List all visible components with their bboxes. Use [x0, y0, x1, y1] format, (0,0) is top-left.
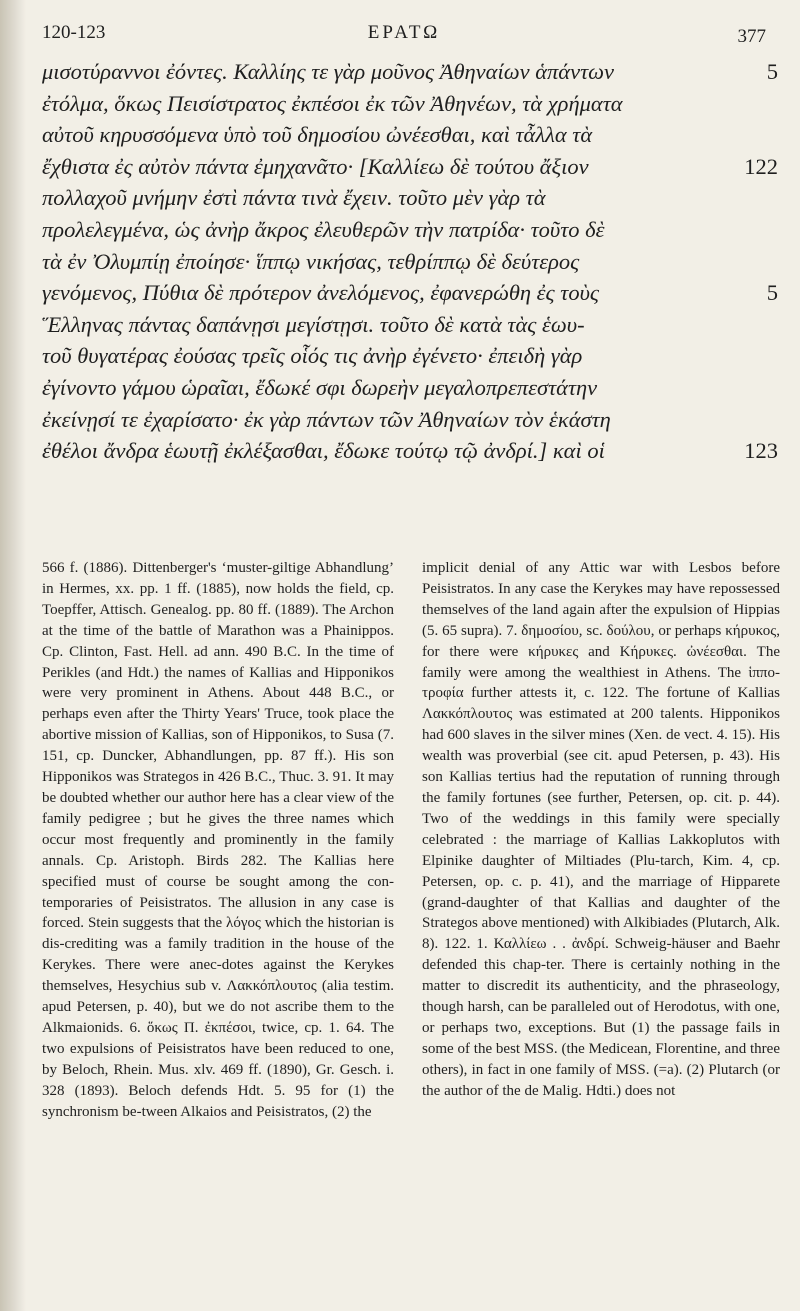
greek-line: ἐγίνοντο γάμου ὡραῖαι, ἔδωκέ σφι δωρεὴν μεγαλοπρεπεστάτην — [42, 374, 598, 400]
notes-right-text: implicit denial of any Attic war with Lesbos before Peisistratos. In any case the Kerykes may have repossessed themselves of the land again after the expulsion of Hippias (5. 65 supra). 7. δημοσίου, sc. δούλου, or perhaps κήρυκος, for there were κήρυκες and Κήρυκες. ὠνέεσθαι. The family were among the wealthiest in Athens. The ἱππο-τροφία further attests it, c. 122. The fortune of Kallias Λακκόπλουτος was estimated at 200 talents. Hipponikos had 600 slaves in the silver mines (Xen. de vect. 4. 15). His wealth was proverbial (see cit. apud Petersen, p. 43). His son Kallias tertius had the reputation of running through the family fortunes (see further, Petersen, op. cit. p. 44). Two of the weddings in this family were specially celebrated : the marriage of Kallias Lakkoplutos with Elpinike daughter of Miltiades (Plu-tarch, Kim. 4, cp. Petersen, op. c. p. 41), and the marriage of Hipparete (grand-daughter of that Kallias and daughter of the Strategos above mentioned) with Alkibiades (Plutarch, Alk. 8). 122. 1. Καλλίεω . . ἀνδρί. Schweig-häuser and Baehr defended this chap-ter. There is certainly nothing in the matter to discredit its authenticity, and the phraseology, though harsh, can be paralleled out of Herodotus, with one, or perhaps two, exceptions. But (1) the passage fails in some of the best MSS. (the Medicean, Florentine, and three others), in fact in one family of MSS. (=a). (2) Plutarch (or the author of the de Malig. Hdti.) does not — [422, 560, 780, 1099]
greek-line: μισοτύραννοι ἐόντες. Καλλίης τε γὰρ μοῦνος Ἀθηναίων ἁπάντων 5 — [42, 56, 778, 88]
greek-line: τοῦ θυγατέρας ἐούσας τρεῖς οἷός τις ἀνὴρ ἐγένετο· ἐπειδὴ γὰρ — [42, 343, 583, 369]
chapter-range: 120-123 — [42, 22, 106, 43]
line-number: 5 — [766, 280, 778, 306]
line-number: 122 — [744, 153, 778, 179]
greek-line: πολλαχοῦ μνήμην ἐστὶ πάντα τινὰ ἔχειν. τοῦτο μὲν γὰρ τὰ — [42, 185, 546, 211]
greek-line: ἐθέλοι ἄνδρα ἑωυτῇ ἐκλέξασθαι, ἔδωκε τούτῳ τῷ ἀνδρί.] καὶ οἱ 123 — [42, 435, 778, 467]
greek-line: τὰ ἐν Ὀλυμπίῃ ἐποίησε· ἵππῳ νικήσας, τεθρίππῳ δὲ δεύτερος — [42, 248, 580, 274]
notes-column-left — [42, 558, 394, 1122]
line-number: 5 — [766, 59, 778, 84]
greek-line: ἐκείνῃσί τε ἐχαρίσατο· ἐκ γὰρ πάντων τῶν Ἀθηναίων τὸν ἑκάστη — [42, 406, 611, 432]
page-number: 377 — [737, 26, 766, 47]
running-header — [42, 18, 766, 48]
greek-line: γενόμενος, Πύθια δὲ πρότερον ἀνελόμενος, ἐφανερώθη ἐς τοὺς 5 — [42, 277, 778, 309]
greek-line: Ἕλληνας πάντας δαπάνῃσι μεγίστῃσι. τοῦτο δὲ κατὰ τὰς ἑωυ- — [42, 311, 585, 337]
notes-column-right — [422, 558, 780, 1102]
page-spine-shadow — [0, 0, 26, 1311]
notes-left-text: 566 f. (1886). Dittenberger's ‘muster-giltige Abhandlung’ in Hermes, xx. pp. 1 ff. (1885), now holds the field, cp. Toepffer, Attisch. Genealog. pp. 80 ff. (1889). The Archon at the time of the battle of Marathon was a Phainippos. Cp. Clinton, Fast. Hell. ad ann. 490 B.C. In the time of Perikles (and Hdt.) the names of Kallias and Hipponikos were very prominent in Athens. About 448 B.C., or perhaps even after the Thirty Years' Truce, took place the abortive mission of Kallias, son of Hipponikos, to Susa (7. 151, cp. Duncker, Abhandlungen, pp. 87 ff.). His son Hipponikos was Strategos in 426 B.C., Thuc. 3. 91. It may be doubted whether our author here has a clear view of the family pedigree ; but he gives the three names which occur most frequently and prominently in the family annals. Cp. Aristoph. Birds 282. The Kallias here specified must of course be sought among the con-temporaries of Peisistratos. The allusion in any case is forced. Stein suggests that the λόγος which the historian is dis-crediting was a family tradition in the house of the Kerykes. There were anec-dotes against the Kerykes themselves, Hesychius sub v. Λακκόπλουτος (alia testim. apud Petersen, p. 40), but we do not ascribe them to the Alkmaionids. 6. ὅκως Π. ἐκπέσοι, twice, cp. 1. 64. The two expulsions of Peisistratos have been reduced to one, by Beloch, Rhein. Mus. xlv. 469 ff. (1890), Gr. Gesch. i. 328 (1893). Beloch defends Hdt. 5. 95 for (1) the synchronism be-tween Alkaios and Peisistratos, (2) the — [42, 560, 394, 1120]
line-number: 123 — [744, 438, 778, 464]
greek-line: ἐτόλμα, ὅκως Πεισίστρατος ἐκπέσοι ἐκ τῶν Ἀθηνέων, τὰ χρήματα — [42, 90, 623, 116]
greek-line: προλελεγμένα, ὡς ἀνὴρ ἄκρος ἐλευθερῶν τὴν πατρίδα· τοῦτο δὲ — [42, 216, 605, 242]
greek-line: αὐτοῦ κηρυσσόμενα ὑπὸ τοῦ δημοσίου ὠνέεσθαι, καὶ τἆλλα τὰ — [42, 122, 593, 148]
greek-line: ἔχθιστα ἐς αὐτὸν πάντα ἐμηχανᾶτο· [Καλλίεω δὲ τούτου ἄξιον 122 — [42, 151, 778, 183]
greek-text-block — [42, 56, 778, 467]
book-title: ΕΡΑΤΩ — [367, 22, 441, 43]
